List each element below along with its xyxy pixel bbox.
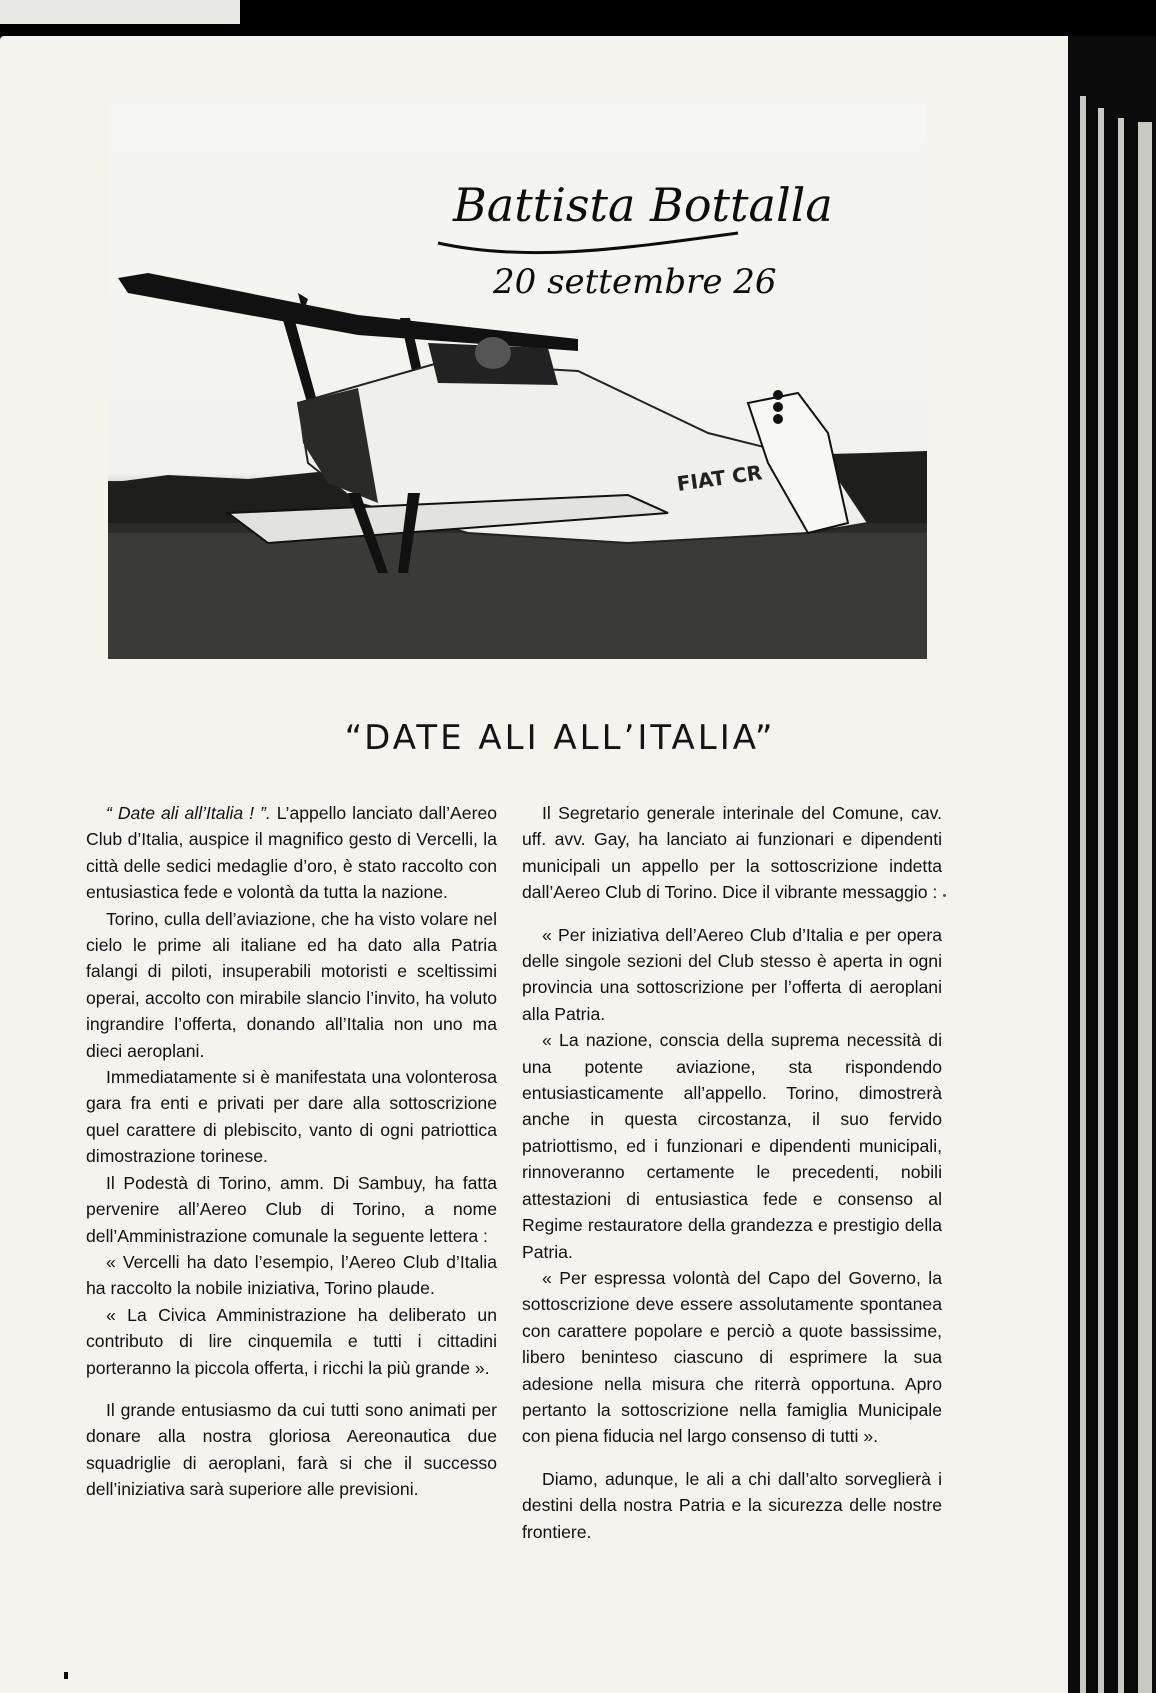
paragraph: « La nazione, conscia della suprema necessità di una potente aviazione, sta rispondendo entusiasticamente all’appello. Torino, dimostrerà anche in questa circostanza, il suo fervido patriottismo, ed i funzionari e dipendenti municipali, rinnoveranno certamente le precedenti, nobili attestazioni di entusiastica fede e consenso al Regime restauratore della grandezza e prestigio della Patria.	[522, 1030, 942, 1262]
paragraph: Il grande entusiasmo da cui tutti sono animati per donare alla nostra gloriosa Aereonautica due squadriglie di aeroplani, farà si che il successo dell’iniziativa sarà superiore alle previsioni.	[86, 1399, 497, 1500]
paragraph: Il Podestà di Torino, amm. Di Sambuy, ha fatta pervenire all’Aereo Club di Torino, a nome dell’Amministrazione comunale la seguente lettera :	[86, 1172, 497, 1246]
biplane-photograph	[108, 103, 927, 659]
paragraph: Immediatamente si è manifestata una volonterosa gara fra enti e privati per dare alla sottoscrizione quel carattere di plebiscito, vanto di ogni patriottica dimostrazione torinese.	[86, 1067, 497, 1167]
pilot-head	[475, 337, 511, 369]
paragraph: « Per espressa volontà del Capo del Governo, la sottoscrizione deve essere assolutamente spontanea con carattere popolare e perciò a quote bassissime, libero beninteso ciascuno di esprimere la sua adesione nella misura che riterrà opportuna. Apro pertanto la sottoscrizione nella famiglia Municipale con piena fiducia nel largo consenso di tutti ».	[522, 1267, 942, 1447]
article-column-right	[522, 800, 942, 1545]
scan-speck	[64, 1672, 68, 1679]
quoted-slogan: “ Date ali all’Italia ! ”.	[106, 803, 271, 823]
paragraph: Diamo, adunque, le ali a chi dall’alto sorveglierà i destini della nostra Patria e la sicurezza delle nostre frontiere.	[522, 1468, 942, 1542]
autograph-date: 20 settembre 26	[493, 262, 777, 302]
aircraft-marking: FIAT CR	[675, 460, 764, 496]
page-edge	[1118, 118, 1124, 1693]
scan-speck	[943, 894, 946, 897]
paragraph-text: L’appello lanciato dall’Aereo Club d’Italia, auspice il magnifico gesto di Vercelli, la città delle sedici medaglie d’oro, è stato raccolto con entusiastica fede e volontà da tutta la nazione.	[86, 803, 498, 903]
paragraph: « Per iniziativa dell’Aereo Club d’Italia e per opera delle singole sezioni del Club stesso è aperta in ogni provincia una sottoscrizione per l’offerta di aeroplani alla Patria.	[522, 924, 942, 1024]
page-edge	[1080, 96, 1086, 1693]
signature-underline	[438, 233, 738, 253]
field	[108, 533, 927, 659]
stacked-page-edges	[1068, 36, 1156, 1693]
autograph-signature: Battista Bottalla	[453, 178, 833, 232]
paragraph: « La Civica Amministrazione ha deliberato un contributo di lire cinquemila e tutti i cittadini porteranno la piccola offerta, i ricchi la più grande ».	[86, 1304, 497, 1378]
page-edge	[1138, 122, 1152, 1693]
scan-top-border-light	[0, 0, 240, 24]
article-title: “DATE ALI ALL’ITALIA”	[344, 718, 776, 758]
paragraph: Il Segretario generale interinale del Comune, cav. uff. avv. Gay, ha lanciato ai funzionari e dipendenti municipali un appello per la sottoscrizione indetta dall’Aereo Club di Torino. Dice il vibrante messaggio :	[522, 803, 942, 903]
article-column-left	[86, 800, 497, 1503]
paragraph: Torino, culla dell’aviazione, che ha visto volare nel cielo le prime ali italiane ed ha dato alla Patria falangi di piloti, insuperabili motoristi e sceltissimi operai, accolto con mirabile slancio l’invito, ha voluto ingrandire l’offerta, donando all’Italia non uno ma dieci aeroplani.	[86, 908, 497, 1061]
biplane-illustration	[108, 103, 927, 659]
page-edge	[1098, 108, 1104, 1693]
paragraph: « Vercelli ha dato l’esempio, l’Aereo Club d’Italia ha raccolto la nobile iniziativa, Torino plaude.	[86, 1251, 497, 1299]
paragraph	[86, 800, 497, 906]
